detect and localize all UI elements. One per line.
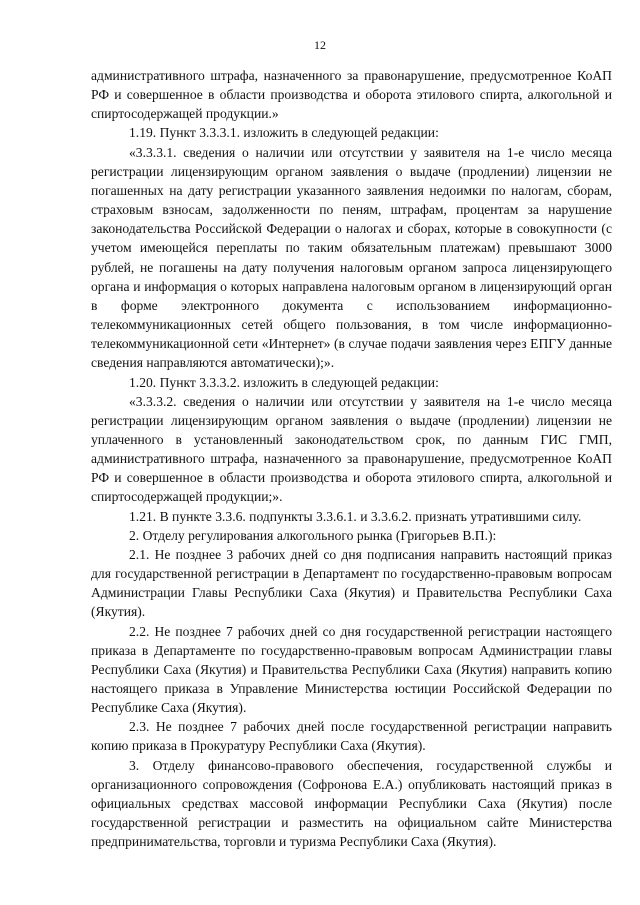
paragraph-item-1-21: 1.21. В пункте 3.3.6. подпункты 3.3.6.1. и 3.3.6.2. признать утратившими силу.	[129, 508, 582, 524]
paragraph-item-2-2: 2.2. Не позднее 7 рабочих дней со дня государственной регистрации настоящего приказа в Департаменте по государственно-правовым вопросам Администрации главы Республики Саха (Якутия) и Правительства Республики Саха (Якутия) направить копию настоящего приказа в Управление Министерства юстиции Российской Федерации по Республике Саха (Якутия).	[91, 623, 612, 716]
paragraph-item-1-20: 1.20. Пункт 3.3.3.2. изложить в следующей редакции:	[129, 374, 439, 390]
paragraph-item-3: 3. Отделу финансово-правового обеспечения, государственной службы и организационного сопровождения (Софронова Е.А.) опубликовать настоящий приказ в официальных средствах массовой информации Республики Саха (Якутия) после государственной регистрации и разместить на официальном сайте Министерства предпринимательства, торговли и туризма Республики Саха (Якутия).	[91, 757, 612, 850]
page-number: 12	[314, 38, 326, 52]
paragraph-quote-3-3-3-2: «3.3.3.2. сведения о наличии или отсутствии у заявителя на 1-е число месяца регистрации лицензирующим органом заявления о выдаче (продлении) лицензии не уплаченного в установленный законодательством срок, по данным ГИС ГМП, административного штрафа, назначенного за правонарушение, предусмотренное КоАП РФ и совершенное в области производства и оборота этилового спирта, алкогольной и спиртосодержащей продукции;».	[91, 393, 612, 505]
paragraph-item-1-19: 1.19. Пункт 3.3.3.1. изложить в следующей редакции:	[129, 125, 439, 141]
paragraph-item-2: 2. Отделу регулирования алкогольного рынка (Григорьев В.П.):	[129, 527, 497, 543]
paragraph-continuation: административного штрафа, назначенного за правонарушение, предусмотренное КоАП РФ и совершенное в области производства и оборота этилового спирта, алкогольной и спиртосодержащей продукции.»	[91, 68, 612, 122]
paragraph-quote-3-3-3-1: «3.3.3.1. сведения о наличии или отсутствии у заявителя на 1-е число месяца регистрации лицензирующим органом заявления о выдаче (продлении) лицензии не погашенных на дату регистрации указанного заявления недоимки по налогам, сборам, страховым взносам, задолженности по пеням, штрафам, процентам за нарушение законодательства Российской Федерации о налогах и сборах, которые в совокупности (с учетом имеющейся переплаты по таким обязательным платежам) превышают 3000 рублей, не погашены на дату получения налоговым органом запроса лицензирующего органа и информация о которых направлена налоговым органом в лицензирующий орган в форме электронного документа с использованием информационно-телекоммуникационных сетей общего пользования, в том числе информационно-телекоммуникационной сети «Интернет» (в случае подачи заявления через ЕПГУ данные сведения направляются автоматически);».	[91, 144, 612, 371]
document-body	[91, 66, 612, 851]
paragraph-item-2-3: 2.3. Не позднее 7 рабочих дней после государственной регистрации направить копию приказа в Прокуратуру Республики Саха (Якутия).	[91, 719, 612, 754]
paragraph-item-2-1: 2.1. Не позднее 3 рабочих дней со дня подписания направить настоящий приказ для государственной регистрации в Департамент по государственно-правовым вопросам Администрации Главы Республики Саха (Якутия) и Правительства Республики Саха (Якутия).	[91, 546, 612, 620]
